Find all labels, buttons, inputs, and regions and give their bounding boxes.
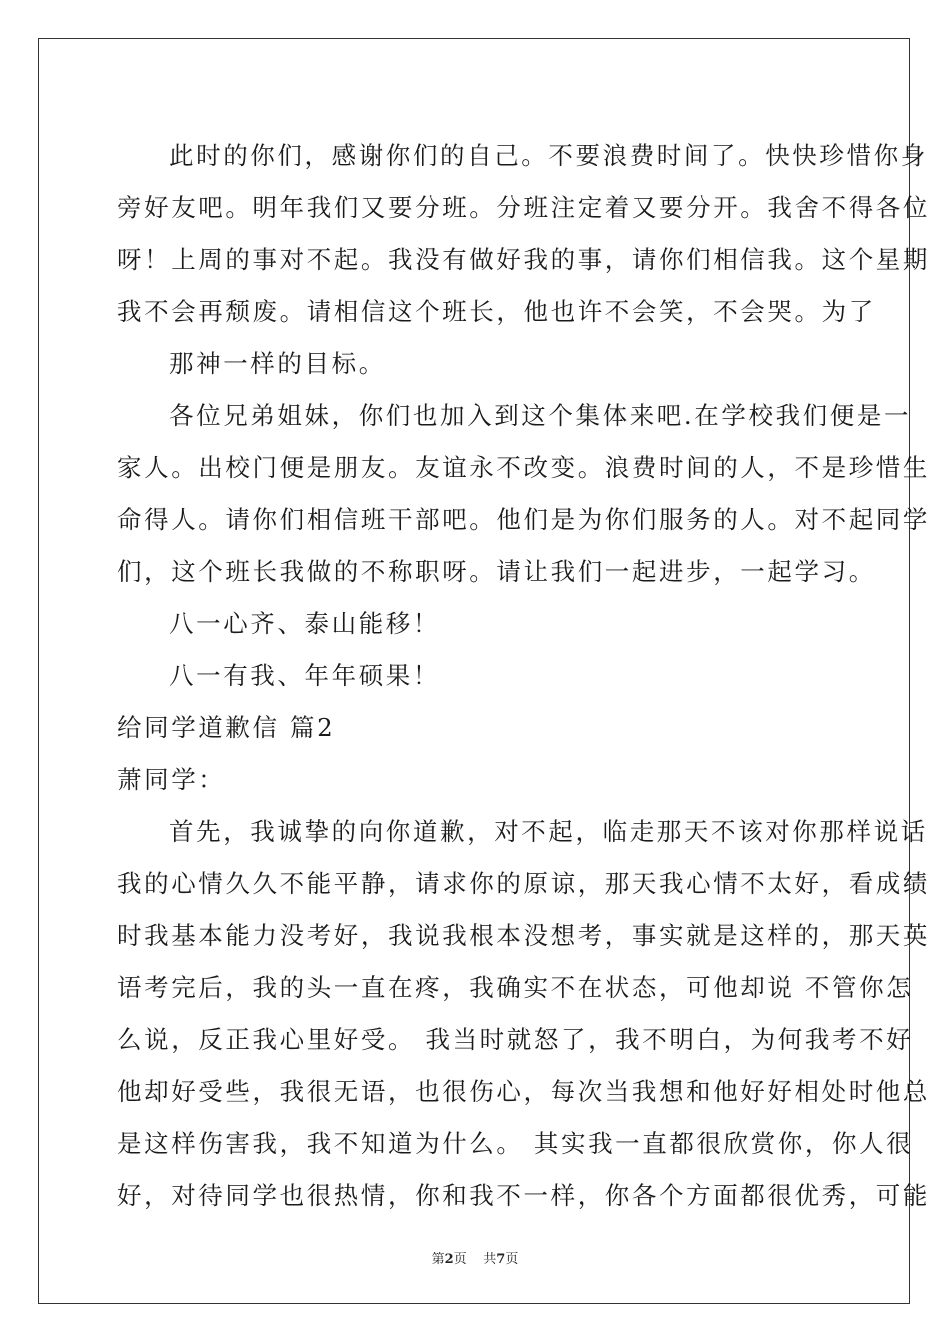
page-suffix: 页 — [453, 1252, 467, 1267]
text-line: 呀！上周的事对不起。我没有做好我的事，请你们相信我。这个星期 — [117, 245, 930, 274]
text-line: 那神一样的目标。 — [169, 349, 386, 378]
paragraph-1 — [117, 130, 930, 338]
text-line: 们，这个班长我做的不称职呀。请让我们一起进步，一起学习。 — [117, 557, 876, 586]
salutation — [117, 754, 837, 806]
text-line: 时我基本能力没考好，我说我根本没想考，事实就是这样的，那天英 — [117, 921, 930, 950]
total-prefix: 共 — [483, 1252, 497, 1267]
total-suffix: 页 — [505, 1252, 519, 1267]
document-body — [117, 130, 930, 1222]
text-line: 我的心情久久不能平静，请求你的原谅，那天我心情不太好，看成绩 — [117, 869, 930, 898]
paragraph-3 — [117, 390, 930, 598]
text-line: 是这样伤害我，我不知道为什么。 其实我一直都很欣赏你，你人很 — [117, 1129, 914, 1158]
salutation-text: 萧同学： — [117, 765, 226, 794]
text-line: 么说，反正我心里好受。 我当时就怒了，我不明白，为何我考不好 — [117, 1025, 914, 1054]
heading-text: 给同学道歉信 篇2 — [117, 713, 336, 742]
text-line: 八一心齐、泰山能移！ — [169, 609, 440, 638]
page-total: 7 — [496, 1252, 506, 1267]
text-line: 家人。出校门便是朋友。友谊永不改变。浪费时间的人，不是珍惜生 — [117, 453, 930, 482]
page-prefix: 第 — [431, 1252, 445, 1267]
text-line: 语考完后，我的头一直在疼，我确实不在状态，可他却说 不管你怎 — [117, 973, 914, 1002]
text-line: 八一有我、年年硕果！ — [169, 661, 440, 690]
paragraph-6 — [117, 806, 930, 1222]
paragraph-2 — [117, 338, 837, 390]
text-line: 我不会再颓废。请相信这个班长，他也许不会笑，不会哭。为了 — [117, 297, 876, 326]
text-line: 好，对待同学也很热情，你和我不一样，你各个方面都很优秀，可能 — [117, 1181, 930, 1210]
text-line: 命得人。请你们相信班干部吧。他们是为你们服务的人。对不起同学 — [117, 505, 930, 534]
paragraph-4 — [117, 598, 837, 650]
section-heading — [117, 702, 837, 754]
text-line: 首先，我诚挚的向你道歉，对不起，临走那天不该对你那样说话 — [169, 817, 928, 846]
paragraph-5 — [117, 650, 837, 702]
page-current: 2 — [444, 1252, 454, 1267]
text-line: 此时的你们，感谢你们的自己。不要浪费时间了。快快珍惜你身 — [169, 141, 928, 170]
text-line: 各位兄弟姐妹，你们也加入到这个集体来吧.在学校我们便是一 — [169, 401, 912, 430]
text-line: 他却好受些，我很无语，也很伤心，每次当我想和他好好相处时他总 — [117, 1077, 930, 1106]
page-footer — [0, 1248, 950, 1267]
text-line: 旁好友吧。明年我们又要分班。分班注定着又要分开。我舍不得各位 — [117, 193, 930, 222]
